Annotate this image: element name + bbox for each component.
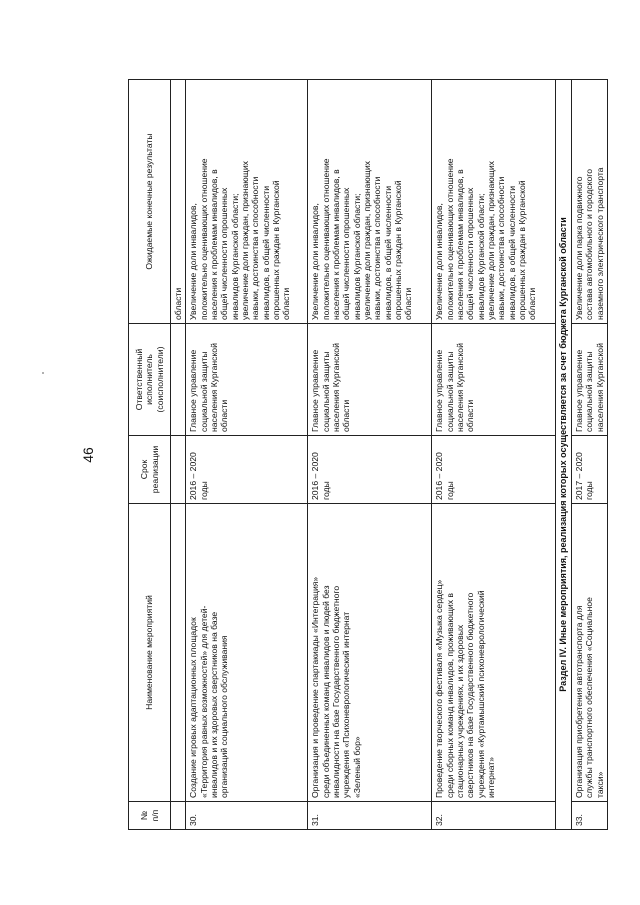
table-row: [308, 80, 432, 830]
table-row: [572, 80, 608, 830]
row-term: 2016 – 2020 годы: [432, 436, 556, 504]
row-executor: Главное управление социальной защиты населения Курганской области: [308, 324, 432, 436]
row-name: Организация приобретения автотранспорта для службы транспортного обеспечения «Социальное такси»: [572, 504, 608, 802]
row-term: 2016 – 2020 годы: [186, 436, 308, 504]
empty-cell: [171, 436, 186, 504]
measures-table: [128, 79, 608, 830]
header-term: Срок реализации: [129, 436, 171, 504]
row-executor: Главное управление социальной защиты населения Курганской области: [432, 324, 556, 436]
header-name: Наименование мероприятий: [129, 504, 171, 802]
empty-cell: [171, 324, 186, 436]
empty-cell: [171, 504, 186, 802]
section-row: [556, 80, 572, 830]
section-title: Раздел IV. Иные мероприятия, реализация которых осуществляется за счет бюджета Курганской области: [556, 80, 572, 830]
row-term: 2017 – 2020 годы: [572, 436, 608, 504]
header-num: № п/п: [129, 802, 171, 830]
header-executor: Ответственный исполнитель (соисполнители): [129, 324, 171, 436]
row-results: Увеличение доли инвалидов, положительно оценивающих отношение населения к проблемам инвалидов, в общей численности опрошенных инвалидов Курганской области; увеличение доли граждан, признающих навыки, достоинства и способности инвалидов, в общей численности опрошенных граждан в Курганской области: [186, 80, 308, 324]
table-header-row: [129, 80, 171, 830]
row-num: 32.: [432, 802, 556, 830]
page-number: 46: [80, 447, 96, 463]
rotated-table-container: [128, 80, 603, 830]
table-row: [186, 80, 308, 830]
empty-cell: [171, 802, 186, 830]
row-results: Увеличение доли инвалидов, положительно оценивающих отношение населения к проблемам инвалидов, в общей численности опрошенных инвалидов Курганской области; увеличение доли граждан, признающих навыки, достоинства и способности инвалидов, в общей численности опрошенных граждан в Курганской области: [308, 80, 432, 324]
row-executor: Главное управление социальной защиты населения Курганской: [572, 324, 608, 436]
header-results: Ожидаемые конечные результаты: [129, 80, 171, 324]
row-num: 33.: [572, 802, 608, 830]
row-results: Увеличение доли парка подвижного состава автомобильного и городского наземного электрического транспорта: [572, 80, 608, 324]
row-name: Организация и проведение спартакиады «Интеграция» среди объединенных команд инвалидов и людей без инвалидности на базе Государственного бюджетного учреждения «Психоневрологический интернат «Зеленый бор»: [308, 504, 432, 802]
row-num: 31.: [308, 802, 432, 830]
table-row: [432, 80, 556, 830]
row-results: Увеличение доли инвалидов, положительно оценивающих отношение населения к проблемам инвалидов, в общей численности опрошенных инвалидов Курганской области; увеличение доли граждан, признающих навыки, достоинства и способности инвалидов, в общей численности опрошенных граждан в Курганской области: [432, 80, 556, 324]
row-num: 30.: [186, 802, 308, 830]
row-name: Проведение творческого фестиваля «Музыка сердец» среди сборных команд инвалидов, проживающих в стационарных учреждениях, и их здоровых сверстников на базе Государственного бюджетного учреждения «Куртамышский психоневрологический интернат»: [432, 504, 556, 802]
scan-speck: [42, 372, 44, 374]
row-executor: Главное управление социальной защиты населения Курганской области: [186, 324, 308, 436]
row-name: Создание игровых адаптационных площадок «Территория равных возможностей» для детей- инвалидов и их здоровых сверстников на базе организаций социального обслуживания: [186, 504, 308, 802]
table-row-continuation: [171, 80, 186, 830]
prev-row-results: области: [171, 80, 186, 324]
row-term: 2016 – 2020 годы: [308, 436, 432, 504]
